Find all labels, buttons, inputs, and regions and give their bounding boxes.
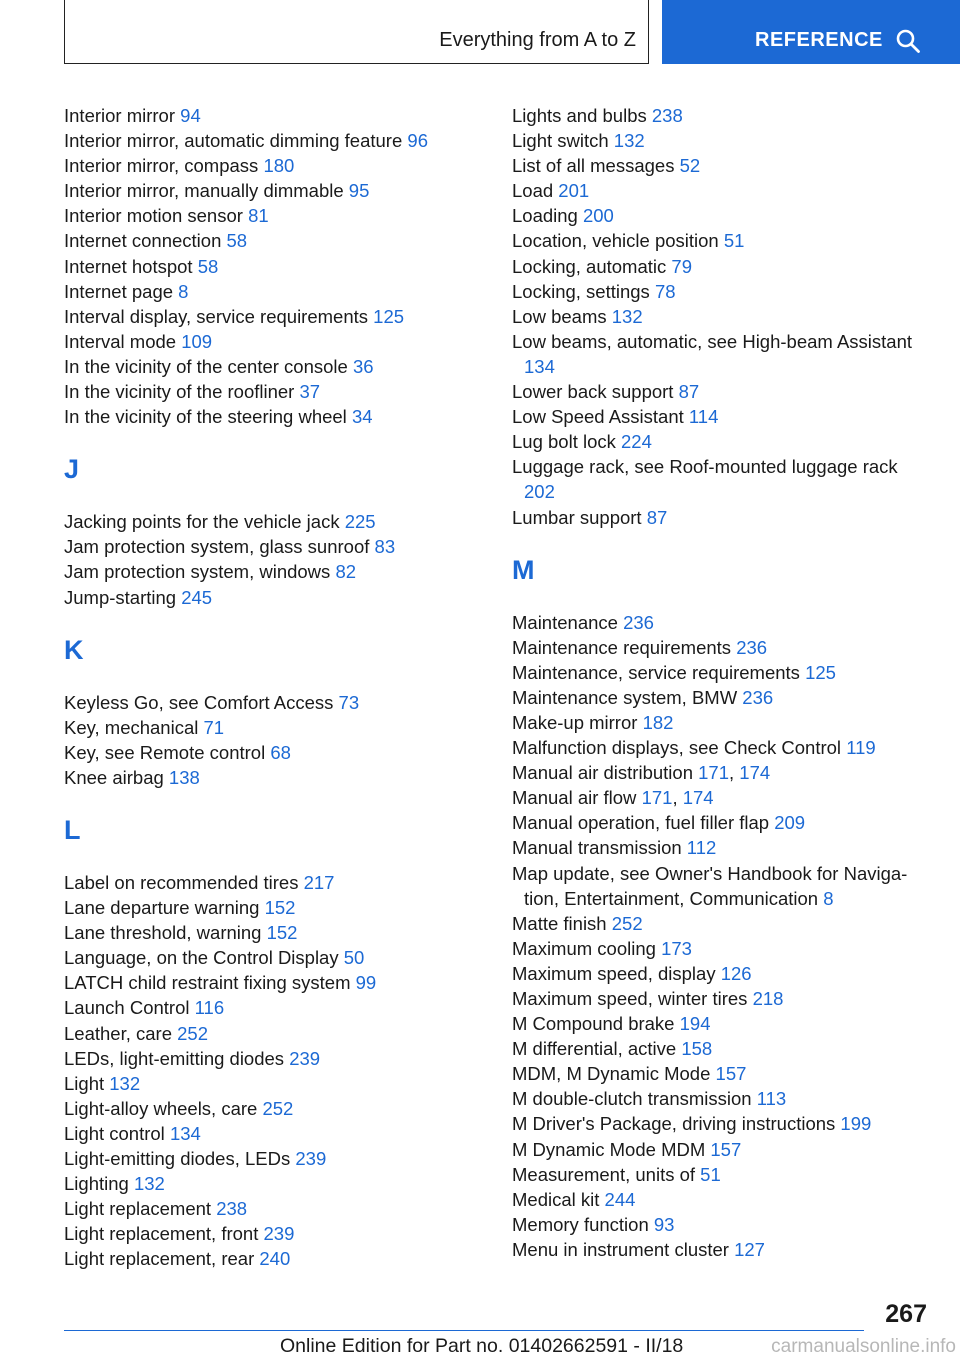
index-entry: [64, 945, 494, 970]
page-link[interactable]: 8: [178, 280, 189, 302]
index-entry: [64, 740, 494, 765]
index-entry-term: Locking, automatic: [512, 255, 672, 277]
index-entry-term: Low beams: [512, 305, 612, 327]
index-entry-term: LEDs, light-emitting diodes: [64, 1047, 290, 1069]
page-link[interactable]: 238: [651, 105, 683, 126]
index-entry: [64, 254, 494, 279]
watermark: carmanualsonline.info: [771, 1336, 956, 1357]
index-letter-heading: J: [64, 454, 80, 485]
index-entry: [512, 228, 932, 253]
index-column-left: [64, 103, 494, 1271]
page-link[interactable]: 252: [262, 1097, 294, 1119]
page-link[interactable]: 218: [752, 988, 784, 1009]
index-entry-term: Interior mirror, automatic dimming feature: [64, 130, 408, 152]
page-link[interactable]: 158: [681, 1038, 713, 1060]
page-link[interactable]: 194: [679, 1013, 711, 1035]
index-entry: [64, 203, 494, 228]
page-link[interactable]: 132: [613, 130, 645, 152]
index-entry: [512, 128, 932, 153]
index-entry-term: List of all messages: [512, 155, 680, 177]
index-entry-term: Internet hotspot: [64, 255, 198, 277]
index-entry-term: Light: [64, 1072, 110, 1094]
index-entry: [64, 715, 494, 740]
index-entry-term: Light replacement: [64, 1198, 217, 1220]
page-link[interactable]: 78: [654, 280, 676, 302]
page-link[interactable]: 200: [582, 205, 614, 227]
index-entry-term: Maintenance system, BMW: [512, 686, 743, 708]
page-link[interactable]: 252: [611, 912, 643, 934]
index-entry-term: Map update, see Owner's Handbook for Navigation, Entertainment, Communication: [512, 862, 908, 909]
index-entry-term: Lane departure warning: [64, 897, 265, 919]
page-link[interactable]: 209: [774, 812, 806, 834]
index-entry: [64, 329, 494, 354]
index-entry: [64, 509, 494, 534]
page-link[interactable]: 236: [742, 686, 774, 708]
page-link[interactable]: 93: [653, 1213, 675, 1235]
index-entry: [512, 1111, 932, 1136]
index-entry: [64, 585, 494, 610]
index-entry: [512, 203, 932, 228]
index-entry-term: Internet page: [64, 280, 179, 302]
index-entry: [512, 454, 932, 504]
index-entry-term: Key, see Remote control: [64, 741, 271, 763]
index-entry-term: Interior mirror, compass: [64, 155, 264, 177]
index-entry: [512, 986, 932, 1011]
index-entry-term: Maximum speed, display: [512, 962, 721, 984]
page-link[interactable]: 112: [686, 837, 717, 859]
page-link[interactable]: 119: [846, 737, 876, 759]
page-link[interactable]: 99: [355, 972, 377, 994]
index-entry: [512, 279, 932, 304]
index-entry-term: Lower back support: [512, 381, 679, 403]
index-entry: Manual air distribution 171, 174: [512, 762, 771, 784]
index-entry-term: Jump-starting: [64, 586, 182, 608]
index-entry: [64, 304, 494, 329]
index-entry: [512, 660, 932, 685]
index-entry: [512, 1187, 932, 1212]
index-entry: [512, 835, 932, 860]
page-link[interactable]: 73: [338, 691, 360, 713]
index-entry-term: Low Speed Assistant: [512, 406, 689, 428]
index-entry: [64, 153, 494, 178]
index-entry: [64, 559, 494, 584]
index-entry-term: Lug bolt lock: [512, 431, 622, 453]
index-entry-term: Interval display, service requirements: [64, 305, 374, 327]
page-link[interactable]: 87: [678, 381, 700, 403]
page-link[interactable]: 114: [688, 406, 719, 428]
index-entry-term: Leather, care: [64, 1022, 178, 1044]
page-link[interactable]: 201: [558, 180, 590, 202]
index-entry-term: Launch Control: [64, 997, 195, 1019]
index-letter-heading: K: [64, 634, 84, 665]
index-entry-term: Maintenance requirements: [512, 636, 737, 658]
page-link[interactable]: 51: [723, 230, 745, 252]
index-entry: [512, 178, 932, 203]
page-link[interactable]: 173: [661, 937, 692, 959]
index-entry-term: In the vicinity of the steering wheel: [64, 406, 352, 428]
index-entry: [64, 228, 494, 253]
index-entry: [512, 304, 932, 329]
page-link[interactable]: 52: [679, 155, 701, 177]
index-entry: [512, 329, 932, 379]
page-link[interactable]: 51: [700, 1163, 721, 1185]
index-entry: [64, 1046, 494, 1071]
index-entry: [64, 1071, 494, 1096]
index-entry-term: Matte finish: [512, 912, 612, 934]
index-entry: [512, 1086, 932, 1111]
page-link[interactable]: 134: [524, 355, 555, 377]
index-entry-term: Interior mirror, manually dimmable: [64, 180, 349, 202]
index-entry-term: Light switch: [512, 130, 614, 152]
index-entry: [64, 1196, 494, 1221]
page-link[interactable]: 239: [263, 1223, 295, 1245]
page-link[interactable]: 182: [642, 711, 674, 733]
page-link[interactable]: 126: [720, 962, 752, 984]
page-link[interactable]: 71: [203, 716, 225, 738]
page-link[interactable]: 236: [623, 611, 654, 633]
index-entry-term: M double-clutch transmission: [512, 1088, 757, 1110]
index-entry: [512, 103, 932, 128]
index-entry-term: Luggage rack, see Roof-mounted luggage rack: [512, 456, 898, 478]
index-entry-term: Knee airbag: [64, 766, 169, 788]
index-column-right: [512, 103, 932, 1262]
index-entry: [64, 765, 494, 790]
index-entry-term: Light-emitting diodes, LEDs: [64, 1148, 296, 1169]
page-link[interactable]: 152: [266, 922, 298, 944]
index-entry-term: Memory function: [512, 1213, 654, 1235]
index-letter-heading: M: [512, 554, 535, 585]
index-entry: [512, 635, 932, 660]
index-entry-term: Malfunction displays, see Check Control: [512, 737, 847, 759]
page-link[interactable]: 238: [216, 1198, 248, 1220]
index-entry-term: Low beams, automatic, see High-beam Assistant: [512, 330, 912, 352]
index-entry-term: Manual operation, fuel filler flap: [512, 812, 775, 834]
index-entry-term: Light replacement, front: [64, 1223, 264, 1245]
index-entry-term: Lighting: [64, 1173, 134, 1195]
index-entry-term: Load: [512, 180, 559, 202]
page-link[interactable]: 113: [756, 1088, 787, 1110]
page-link[interactable]: 132: [611, 305, 643, 327]
page-link[interactable]: 199: [840, 1113, 872, 1135]
page-link[interactable]: 36: [352, 355, 374, 377]
index-entry: [512, 1011, 932, 1036]
index-entry: [64, 354, 494, 379]
index-entry-term: Make-up mirror: [512, 711, 643, 733]
page-link[interactable]: 68: [270, 741, 291, 763]
page-link[interactable]: 171: [641, 787, 673, 809]
page-link[interactable]: 81: [248, 205, 269, 227]
page-link[interactable]: 152: [264, 897, 296, 919]
index-entry: [512, 505, 932, 530]
index-entry-term: M Compound brake: [512, 1013, 680, 1035]
index-entry-term: Measurement, units of: [512, 1163, 701, 1185]
index-entry: [512, 254, 932, 279]
index-entry: [64, 895, 494, 920]
index-entry: [64, 1246, 494, 1271]
index-entry: [512, 936, 932, 961]
page-link[interactable]: 240: [259, 1248, 291, 1270]
index-entry: [64, 279, 494, 304]
page-link[interactable]: 8: [823, 887, 834, 909]
index-entry: [512, 153, 932, 178]
page-link[interactable]: 87: [646, 506, 668, 528]
index-entry: [64, 128, 494, 153]
page-link[interactable]: 58: [197, 255, 219, 277]
page-link[interactable]: 95: [348, 180, 370, 202]
page-link[interactable]: 125: [373, 305, 405, 327]
index-entry-term: Interior mirror: [64, 105, 181, 126]
index-entry-term: Manual air flow: [512, 787, 642, 809]
index-entry: [512, 810, 932, 835]
index-entry-term: Jacking points for the vehicle jack: [64, 511, 345, 533]
page-link[interactable]: 171: [698, 762, 729, 784]
index-entry-term: Manual transmission: [512, 837, 687, 859]
index-entry-term: Key, mechanical: [64, 716, 204, 738]
index-entry: [512, 961, 932, 986]
index-entry: [64, 1096, 494, 1121]
page-link[interactable]: 109: [181, 330, 213, 352]
index-entry: [64, 920, 494, 945]
page-link[interactable]: 116: [194, 997, 225, 1019]
reference-label: REFERENCE: [755, 29, 883, 51]
page-link[interactable]: 58: [226, 230, 248, 252]
index-entry-term: Light replacement, rear: [64, 1248, 260, 1270]
page-number: 267: [885, 1300, 927, 1328]
page-link[interactable]: 225: [344, 511, 376, 533]
index-entry: [64, 870, 494, 895]
index-entry-term: Medical kit: [512, 1188, 605, 1210]
index-entry: [64, 1221, 494, 1246]
index-entry-term: Maximum cooling: [512, 937, 662, 959]
index-letter-heading: L: [64, 814, 81, 845]
page-link[interactable]: 174: [682, 787, 714, 809]
page-link[interactable]: 132: [109, 1072, 141, 1094]
page-link[interactable]: 132: [133, 1173, 165, 1195]
index-entry-term: LATCH child restraint fixing system: [64, 972, 356, 994]
index-entry-term: Location, vehicle position: [512, 230, 724, 252]
index-entry: [512, 1036, 932, 1061]
index-entry-term: M Driver's Package, driving instructions: [512, 1113, 841, 1135]
index-entry-term: Menu in instrument cluster: [512, 1238, 735, 1260]
page-header: [0, 0, 960, 66]
page-link[interactable]: 157: [715, 1063, 747, 1085]
index-entry-term: M Dynamic Mode MDM: [512, 1138, 711, 1160]
page-link[interactable]: 180: [263, 155, 295, 177]
index-entry-term: Keyless Go, see Comfort Access: [64, 691, 339, 713]
page-link[interactable]: 96: [407, 130, 428, 152]
index-entry-term: Light-alloy wheels, care: [64, 1097, 263, 1119]
index-entry: [64, 103, 494, 128]
edition-text: Online Edition for Part no. 01402662591 - II/18: [280, 1335, 684, 1357]
index-entry: [512, 710, 932, 735]
index-entry-term: M differential, active: [512, 1038, 682, 1060]
index-entry-term: Manual air distribution: [512, 762, 699, 784]
page-link[interactable]: 94: [180, 105, 201, 126]
index-entry-term: Label on recommended tires: [64, 871, 304, 893]
index-entry-term: MDM, M Dynamic Mode: [512, 1063, 716, 1085]
index-entry: Manual air flow 171, 174: [512, 787, 714, 809]
index-entry-term: Maintenance: [512, 611, 624, 633]
index-entry: [64, 995, 494, 1020]
index-entry-term: Maintenance, service requirements: [512, 661, 806, 683]
index-entry-term: In the vicinity of the center console: [64, 355, 353, 377]
page-link[interactable]: 245: [181, 586, 213, 608]
index-entry-term: Interior motion sensor: [64, 205, 249, 227]
reference-tab[interactable]: [662, 0, 960, 64]
index-entry: [64, 1171, 494, 1196]
index-entry: [64, 178, 494, 203]
index-entry: [64, 534, 494, 559]
page-link[interactable]: 50: [343, 947, 365, 969]
index-entry: [512, 685, 932, 710]
index-entry: [64, 690, 494, 715]
index-entry-term: Lumbar support: [512, 506, 647, 528]
index-entry: [64, 379, 494, 404]
index-entry: [512, 1162, 932, 1187]
index-entry-term: Lights and bulbs: [512, 105, 652, 126]
index-entry-term: In the vicinity of the roofliner: [64, 381, 300, 403]
index-entry: [512, 379, 932, 404]
index-entry: [512, 861, 932, 911]
index-entry-term: Jam protection system, windows: [64, 561, 336, 583]
page-link[interactable]: 236: [736, 636, 768, 658]
index-entry: [512, 429, 932, 454]
page-link[interactable]: 157: [710, 1138, 742, 1160]
page-link[interactable]: 138: [168, 766, 200, 788]
index-entry-term: Lane threshold, warning: [64, 922, 267, 944]
page-link[interactable]: 79: [671, 255, 692, 277]
page-link[interactable]: 174: [739, 762, 771, 784]
index-entry-term: Jam protection system, glass sunroof: [64, 536, 375, 558]
page-link[interactable]: 127: [734, 1238, 765, 1260]
page-link[interactable]: 202: [524, 481, 555, 503]
index-entry: [64, 970, 494, 995]
index-entry: [64, 1021, 494, 1046]
page-link[interactable]: 82: [335, 561, 357, 583]
index-entry-term: Locking, settings: [512, 280, 655, 302]
page-link[interactable]: 83: [374, 536, 396, 558]
page-link[interactable]: 244: [604, 1188, 636, 1210]
footer-divider: [64, 1330, 864, 1331]
page-link[interactable]: 239: [289, 1047, 321, 1069]
page-link[interactable]: 217: [303, 871, 335, 893]
index-entry: [64, 1146, 494, 1171]
index-entry: [512, 1212, 932, 1237]
index-entry: [512, 1237, 932, 1262]
page-link[interactable]: 37: [299, 381, 321, 403]
index-entry-term: Loading: [512, 205, 583, 227]
index-entry-term: Maximum speed, winter tires: [512, 988, 753, 1009]
index-entry: [512, 404, 932, 429]
index-entry-term: Interval mode: [64, 330, 182, 352]
page-link[interactable]: 125: [805, 661, 836, 683]
index-entry: [512, 735, 932, 760]
index-entry-term: Internet connection: [64, 230, 227, 252]
index-entry: [64, 1121, 494, 1146]
index-entry: [64, 404, 494, 429]
page-link[interactable]: 252: [177, 1022, 209, 1044]
index-entry: [512, 911, 932, 936]
index-entry-term: Light control: [64, 1122, 170, 1144]
index-entry-term: Language, on the Control Display: [64, 947, 344, 969]
section-title: Everything from A to Z: [439, 29, 636, 51]
page-link[interactable]: 239: [295, 1148, 327, 1169]
index-entry: [512, 1061, 932, 1086]
search-icon[interactable]: [895, 28, 921, 54]
index-entry: [512, 610, 932, 635]
page-link[interactable]: 224: [621, 431, 652, 453]
index-entry: [512, 1137, 932, 1162]
section-tab: [64, 0, 649, 64]
page-link[interactable]: 134: [169, 1122, 201, 1144]
page-link[interactable]: 34: [351, 406, 373, 428]
